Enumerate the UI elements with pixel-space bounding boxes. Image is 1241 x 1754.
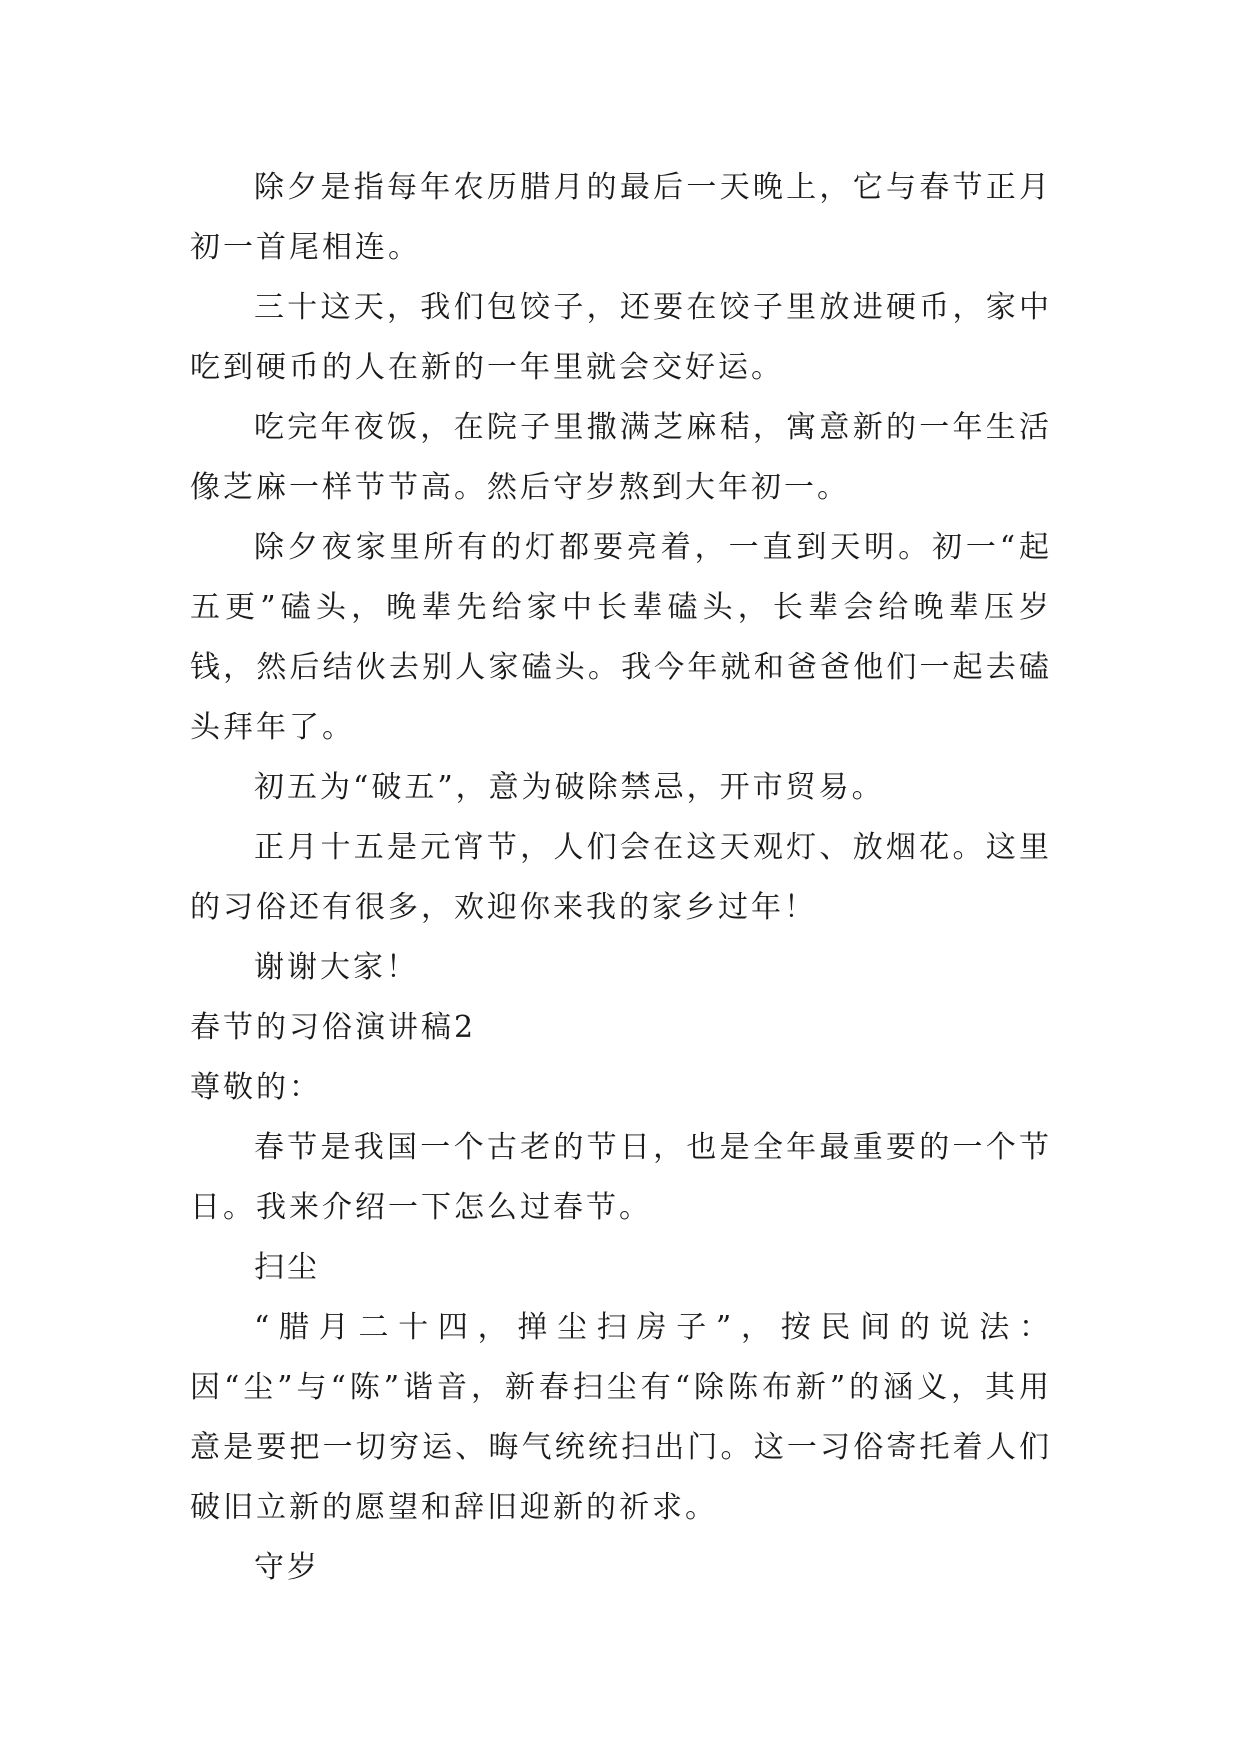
document-body	[190, 158, 1052, 1598]
paragraph-thanks: 谢谢大家！	[254, 950, 419, 985]
paragraph-chuxi-definition: 除夕是指每年农历腊月的最后一天晚上，它与春节正月初一首尾相连。	[190, 170, 1052, 265]
section-title: 春节的习俗演讲稿2	[190, 1010, 477, 1045]
paragraph-sesame-stalks: 吃完年夜饭，在院子里撒满芝麻秸，寓意新的一年生活像芝麻一样节节高。然后守岁熬到大年初一。	[190, 410, 1052, 505]
subheading-shousui: 守岁	[254, 1550, 320, 1585]
paragraph-powu: 初五为“破五”，意为破除禁忌，开市贸易。	[254, 770, 885, 805]
paragraph-dumplings: 三十这天，我们包饺子，还要在饺子里放进硬币，家中吃到硬币的人在新的一年里就会交好运。	[190, 290, 1052, 385]
paragraph-lantern-festival: 正月十五是元宵节，人们会在这天观灯、放烟花。这里的习俗还有很多，欢迎你来我的家乡过年！	[190, 830, 1052, 925]
subheading-sweeping: 扫尘	[254, 1250, 320, 1285]
paragraph-sweeping: “腊月二十四，掸尘扫房子”，按民间的说法：因“尘”与“陈”谐音，新春扫尘有“除陈布新”的涵义，其用意是要把一切穷运、晦气统统扫出门。这一习俗寄托着人们破旧立新的愿望和辞旧迎新的祈求。	[190, 1310, 1052, 1525]
paragraph-intro: 春节是我国一个古老的节日，也是全年最重要的一个节日。我来介绍一下怎么过春节。	[190, 1130, 1052, 1225]
salutation: 尊敬的：	[190, 1070, 322, 1105]
paragraph-new-year-visits: 除夕夜家里所有的灯都要亮着，一直到天明。初一“起五更”磕头，晚辈先给家中长辈磕头，长辈会给晚辈压岁钱，然后结伙去别人家磕头。我今年就和爸爸他们一起去磕头拜年了。	[190, 530, 1052, 745]
